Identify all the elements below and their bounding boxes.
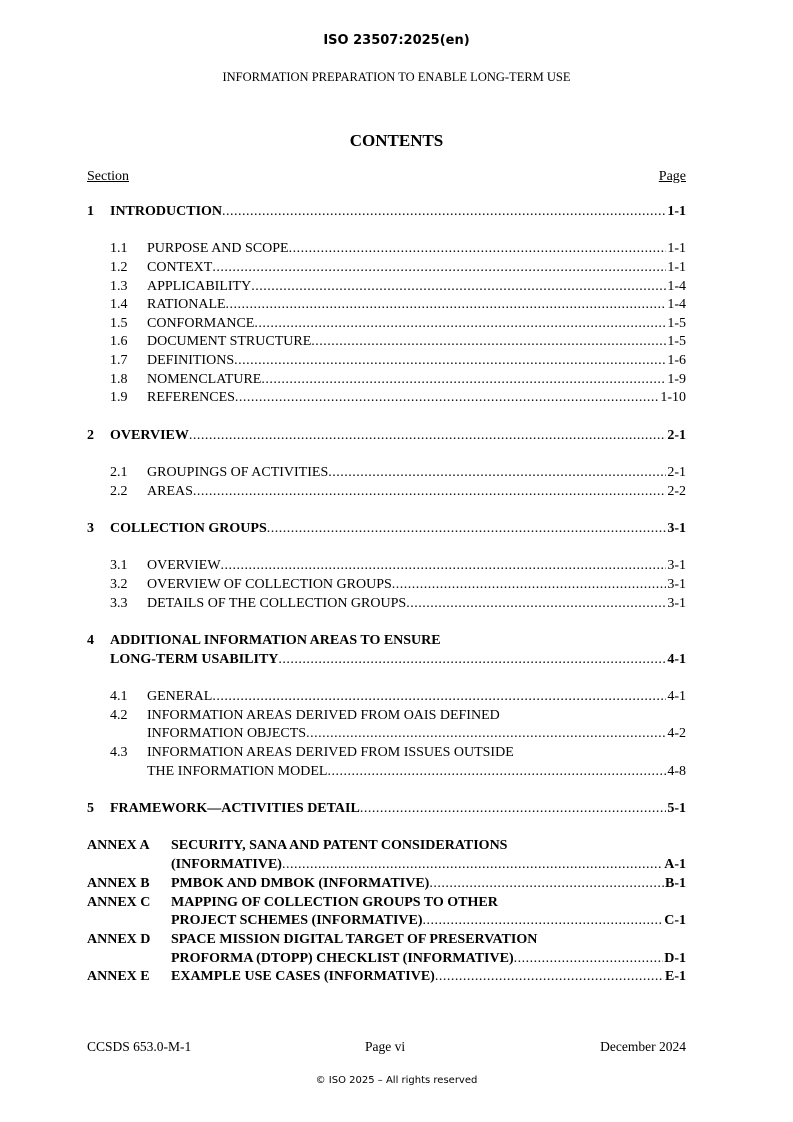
dot-leader xyxy=(306,725,666,743)
toc-title: AREAS xyxy=(147,484,193,499)
annex-label: ANNEX A xyxy=(87,838,150,853)
dot-leader xyxy=(311,333,666,351)
toc-page: 4-1 xyxy=(667,689,686,704)
toc-number: 3.2 xyxy=(110,577,128,592)
toc-page: 3-1 xyxy=(667,558,686,573)
toc-entry-annex-a-cont[interactable] xyxy=(87,856,686,874)
toc-number: 1.1 xyxy=(110,241,128,256)
dot-leader xyxy=(267,520,667,538)
toc-entry-annex-e[interactable] xyxy=(87,968,686,986)
toc-entry-1-7[interactable] xyxy=(87,352,686,370)
toc-page: 1-5 xyxy=(667,316,686,331)
toc-page: 1-9 xyxy=(667,372,686,387)
toc-title: PURPOSE AND SCOPE xyxy=(147,241,289,256)
footer-doc-number: CCSDS 653.0-M-1 xyxy=(87,1039,192,1054)
toc-entry-1-9[interactable] xyxy=(87,389,686,407)
toc-page: 1-10 xyxy=(660,390,686,405)
section-column-heading: Section xyxy=(87,169,129,184)
toc-title-line-2: PROFORMA (DTOPP) CHECKLIST (INFORMATIVE) xyxy=(171,951,514,966)
toc-page: 3-1 xyxy=(667,521,686,536)
dot-leader xyxy=(226,296,667,314)
toc-title: INTRODUCTION xyxy=(110,204,223,219)
toc-title: RATIONALE xyxy=(147,297,226,312)
toc-entry-annex-c-cont[interactable] xyxy=(87,912,686,930)
toc-title: OVERVIEW xyxy=(110,428,189,443)
toc-entry-4-2-cont[interactable] xyxy=(87,725,686,743)
footer-page-number: Page vi xyxy=(365,1039,406,1054)
toc-number: 1.6 xyxy=(110,334,128,349)
dot-leader xyxy=(235,389,659,407)
dot-leader xyxy=(278,651,666,669)
toc-title-line-2: PROJECT SCHEMES (INFORMATIVE) xyxy=(171,913,423,928)
dot-leader xyxy=(221,557,667,575)
toc-title-line-1: MAPPING OF COLLECTION GROUPS TO OTHER xyxy=(171,895,498,910)
dot-leader xyxy=(423,912,664,930)
toc-number: 4.2 xyxy=(110,708,128,723)
dot-leader xyxy=(392,576,667,594)
dot-leader xyxy=(328,464,666,482)
toc-entry-section-3[interactable] xyxy=(87,520,686,538)
toc-number: 4.1 xyxy=(110,689,128,704)
toc-title: FRAMEWORK—ACTIVITIES DETAIL xyxy=(110,801,360,816)
toc-number: 1.9 xyxy=(110,390,128,405)
toc-page: B-1 xyxy=(665,876,686,891)
page-column-heading: Page xyxy=(658,169,686,184)
annex-label: ANNEX C xyxy=(87,895,151,910)
toc-page: 1-1 xyxy=(667,241,686,256)
footer-date: December 2024 xyxy=(600,1039,686,1054)
dot-leader xyxy=(429,875,664,893)
toc-number: 1 xyxy=(87,204,94,219)
toc-title: DEFINITIONS xyxy=(147,353,235,368)
toc-page: 3-1 xyxy=(667,577,686,592)
toc-page: 4-1 xyxy=(667,652,686,667)
toc-title: DOCUMENT STRUCTURE xyxy=(147,334,312,349)
toc-title: NOMENCLATURE xyxy=(147,372,262,387)
iso-header: ISO 23507:2025(en) xyxy=(323,33,470,48)
toc-title: CONTEXT xyxy=(147,260,213,275)
toc-title: OVERVIEW OF COLLECTION GROUPS xyxy=(147,577,392,592)
toc-page: 1-4 xyxy=(667,279,686,294)
dot-leader xyxy=(406,595,666,613)
dot-leader xyxy=(222,203,666,221)
toc-number: 1.3 xyxy=(110,279,128,294)
toc-number: 5 xyxy=(87,801,94,816)
dot-leader xyxy=(254,315,666,333)
toc-page: 1-1 xyxy=(667,204,686,219)
toc-page: 2-1 xyxy=(667,465,686,480)
toc-page: 2-1 xyxy=(667,428,686,443)
toc-entry-1-1[interactable] xyxy=(87,240,686,258)
toc-title: APPLICABILITY xyxy=(147,279,252,294)
toc-entry-annex-c[interactable] xyxy=(87,894,686,912)
dot-leader xyxy=(251,278,666,296)
toc-number: 2.1 xyxy=(110,465,128,480)
dot-leader xyxy=(189,427,666,445)
toc-entry-4-3[interactable] xyxy=(87,744,686,762)
toc-entry-annex-a[interactable] xyxy=(87,837,686,855)
toc-entry-1-2[interactable] xyxy=(87,259,686,277)
copyright-notice: © ISO 2025 – All rights reserved xyxy=(315,1075,478,1086)
toc-entry-2-1[interactable] xyxy=(87,464,686,482)
toc-entry-section-2[interactable] xyxy=(87,427,686,445)
toc-title-line-1: INFORMATION AREAS DERIVED FROM ISSUES OUTSIDE xyxy=(147,745,514,760)
toc-title: EXAMPLE USE CASES (INFORMATIVE) xyxy=(171,969,435,984)
toc-number: 4.3 xyxy=(110,745,128,760)
toc-entry-4-2[interactable] xyxy=(87,707,686,725)
toc-number: 1.5 xyxy=(110,316,128,331)
dot-leader xyxy=(289,240,667,258)
toc-page: 1-1 xyxy=(667,260,686,275)
toc-number: 3 xyxy=(87,521,94,536)
toc-title: DETAILS OF THE COLLECTION GROUPS xyxy=(147,596,407,611)
toc-page: D-1 xyxy=(664,951,686,966)
contents-title: CONTENTS xyxy=(349,131,444,150)
dot-leader xyxy=(234,352,666,370)
toc-title: GENERAL xyxy=(147,689,213,704)
annex-label: ANNEX B xyxy=(87,876,150,891)
toc-entry-4-3-cont[interactable] xyxy=(87,763,686,781)
toc-page: E-1 xyxy=(665,969,686,984)
toc-entry-1-6[interactable] xyxy=(87,333,686,351)
toc-entry-1-8[interactable] xyxy=(87,371,686,389)
annex-label: ANNEX D xyxy=(87,932,151,947)
toc-page: 4-8 xyxy=(667,764,686,779)
toc-title-line-2: INFORMATION OBJECTS xyxy=(147,726,307,741)
dot-leader xyxy=(282,856,663,874)
toc-number: 1.7 xyxy=(110,353,128,368)
toc-number: 2 xyxy=(87,428,94,443)
toc-entry-annex-d-cont[interactable] xyxy=(87,950,686,968)
toc-entry-1-4[interactable] xyxy=(87,296,686,314)
dot-leader xyxy=(327,763,666,781)
toc-title-line-1: SPACE MISSION DIGITAL TARGET OF PRESERVATION xyxy=(171,932,538,947)
toc-page: 1-4 xyxy=(667,297,686,312)
toc-title: PMBOK AND DMBOK (INFORMATIVE) xyxy=(171,876,430,891)
dot-leader xyxy=(514,950,664,968)
toc-entry-section-5[interactable] xyxy=(87,800,686,818)
toc-page: 4-2 xyxy=(667,726,686,741)
toc-title-line-2: THE INFORMATION MODEL xyxy=(147,764,328,779)
toc-entry-1-3[interactable] xyxy=(87,278,686,296)
toc-entry-annex-d[interactable] xyxy=(87,931,686,949)
toc-number: 4 xyxy=(87,633,94,648)
dot-leader xyxy=(212,259,666,277)
toc-title-line-1: ADDITIONAL INFORMATION AREAS TO ENSURE xyxy=(110,633,441,648)
toc-page: 2-2 xyxy=(667,484,686,499)
annex-label: ANNEX E xyxy=(87,969,150,984)
toc-page: 3-1 xyxy=(667,596,686,611)
toc-entry-1-5[interactable] xyxy=(87,315,686,333)
toc-title: COLLECTION GROUPS xyxy=(110,521,267,536)
toc-title-line-1: INFORMATION AREAS DERIVED FROM OAIS DEFINED xyxy=(147,708,500,723)
toc-title: REFERENCES xyxy=(147,390,235,405)
toc-title: CONFORMANCE xyxy=(147,316,255,331)
toc-entry-annex-b[interactable] xyxy=(87,875,686,893)
toc-entry-section-4[interactable] xyxy=(87,632,686,650)
toc-title-line-2: (INFORMATIVE) xyxy=(171,857,282,872)
toc-number: 1.4 xyxy=(110,297,128,312)
toc-page: 1-6 xyxy=(667,353,686,368)
page-footer xyxy=(87,1039,686,1057)
toc-page: 5-1 xyxy=(667,801,686,816)
dot-leader xyxy=(193,483,666,501)
toc-title: OVERVIEW xyxy=(147,558,221,573)
toc-page: 1-5 xyxy=(667,334,686,349)
dot-leader xyxy=(360,800,666,818)
toc-entry-3-1[interactable] xyxy=(87,557,686,575)
toc-page: C-1 xyxy=(664,913,686,928)
toc-entry-3-3[interactable] xyxy=(87,595,686,613)
toc-title-line-1: SECURITY, SANA AND PATENT CONSIDERATIONS xyxy=(171,838,508,853)
toc-number: 3.3 xyxy=(110,596,128,611)
toc-entry-2-2[interactable] xyxy=(87,483,686,501)
dot-leader xyxy=(212,688,666,706)
toc-number: 2.2 xyxy=(110,484,128,499)
toc-number: 3.1 xyxy=(110,558,128,573)
toc-title-line-2: LONG-TERM USABILITY xyxy=(110,652,279,667)
toc-title: GROUPINGS OF ACTIVITIES xyxy=(147,465,329,480)
toc-number: 1.2 xyxy=(110,260,128,275)
document-title: INFORMATION PREPARATION TO ENABLE LONG-TERM USE xyxy=(222,70,571,84)
toc-entry-section-4-cont[interactable] xyxy=(87,651,686,669)
dot-leader xyxy=(261,371,666,389)
toc-entry-4-1[interactable] xyxy=(87,688,686,706)
dot-leader xyxy=(435,968,664,986)
toc-entry-section-1[interactable] xyxy=(87,203,686,221)
toc-entry-3-2[interactable] xyxy=(87,576,686,594)
toc-page: A-1 xyxy=(664,857,686,872)
toc-number: 1.8 xyxy=(110,372,128,387)
